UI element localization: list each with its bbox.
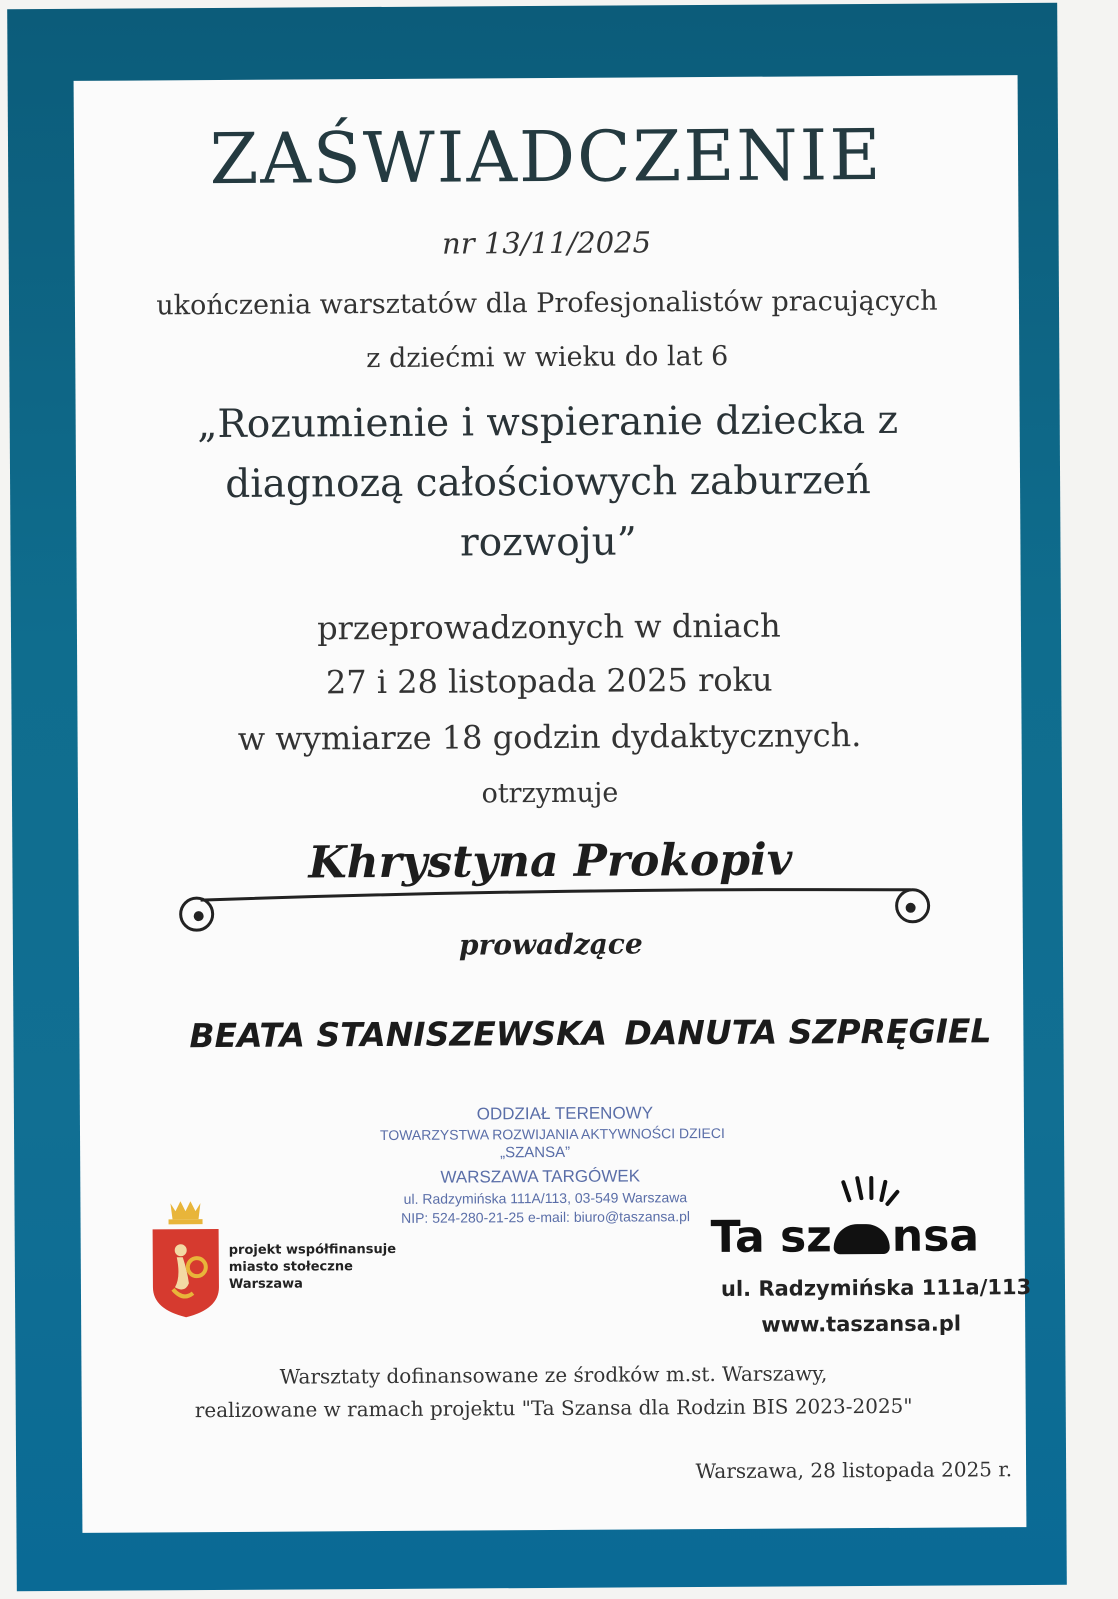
ta-szansa-logo <box>710 1210 979 1263</box>
course-title-line-1: „Rozumienie i wspieranie dziecka z <box>197 397 899 448</box>
course-title-line-2: diagnozą całościowych zaburzeń <box>225 458 871 507</box>
stamp-line-1: ODDZIAŁ TERENOWY <box>476 1103 654 1124</box>
logo-text-part-2: nsa <box>891 1210 980 1262</box>
stamp-line-2: TOWARZYSTWA ROZWIJANIA AKTYWNOŚCI DZIECI <box>379 1124 725 1144</box>
footer-line-1: Warsztaty dofinansowane ze środków m.st. Warszawy, <box>279 1361 828 1389</box>
logo-text-part-1: Ta sz <box>710 1211 832 1264</box>
stamp-line-6: NIP: 524-280-21-25 e-mail: biuro@taszansa.pl <box>401 1208 691 1226</box>
recipient-name: Khrystyna Prokopiv <box>308 834 793 889</box>
instructor-2-name: DANUTA SZPRĘGIEL <box>624 1011 992 1053</box>
details-line-3: w wymiarze 18 godzin dydaktycznych. <box>237 716 862 758</box>
course-title-line-3: rozwoju” <box>459 519 637 566</box>
subtitle-line-1: ukończenia warsztatów dla Profesjonalistów pracujących <box>156 285 938 322</box>
hand-glyph-icon <box>834 1224 890 1254</box>
certificate-sheet <box>74 75 1032 1533</box>
instructor-1-name: BEATA STANISZEWSKA <box>189 1013 608 1056</box>
organization-address: ul. Radzymińska 111a/113 <box>720 1275 1032 1301</box>
details-line-1: przeprowadzonych w dniach <box>317 606 781 648</box>
certificate-title: ZAŚWIADCZENIE <box>209 113 883 201</box>
stamp-line-5: ul. Radzymińska 111A/113, 03-549 Warszawa <box>403 1189 688 1207</box>
instructors-label: prowadzące <box>458 927 643 962</box>
sponsor-line-1: projekt współfinansuje <box>228 1241 397 1258</box>
warsaw-coat-of-arms-icon <box>150 1195 221 1320</box>
sponsor-line-3: Warszawa <box>228 1276 303 1292</box>
subtitle-line-2: z dziećmi w wieku do lat 6 <box>366 340 729 375</box>
footer-line-2: realizowane w ramach projektu "Ta Szansa dla Rodzin BIS 2023-2025" <box>194 1393 913 1423</box>
sponsor-text <box>229 1242 397 1294</box>
receives-label: otrzymuje <box>481 777 619 810</box>
details-line-2: 27 i 28 listopada 2025 roku <box>325 660 773 702</box>
certificate-number: nr 13/11/2025 <box>442 225 652 261</box>
organization-website: www.taszansa.pl <box>761 1311 962 1337</box>
stamp-line-4: WARSZAWA TARGÓWEK <box>440 1166 641 1187</box>
place-and-date: Warszawa, 28 listopada 2025 r. <box>695 1457 1013 1484</box>
sponsor-line-2: miasto stołeczne <box>228 1259 353 1275</box>
stamp-line-3: „SZANSA” <box>500 1143 571 1162</box>
